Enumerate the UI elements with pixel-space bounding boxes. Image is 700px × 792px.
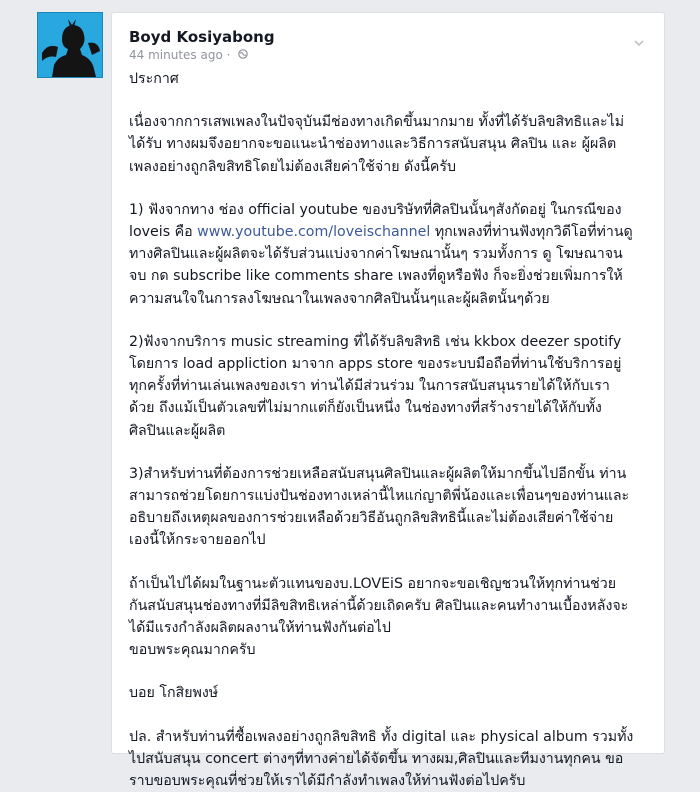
paragraph-line: 2)ฟังจากบริการ music streaming ที่ได้รับลิขสิทธิ เช่น kkbox deezer spotify (129, 333, 622, 350)
post-heading: ประกาศ (129, 71, 179, 87)
paragraph-line: ราบขอบพระคุณที่ช่วยให้เราได้มีกำลังทำเพลงให้ท่านฟังต่อไปครับ (129, 773, 526, 790)
post-timestamp[interactable]: 44 minutes ago (129, 48, 223, 62)
paragraph-intro (129, 111, 651, 178)
paragraph-line: ได้มีแรงกำลังผลิตผลงานให้ท่านฟังกันต่อไป (129, 620, 391, 637)
paragraph-line: เองนี้ให้กระจายออกไป (129, 532, 266, 549)
paragraph-youtube (129, 199, 651, 310)
text-fragment: loveis คือ (129, 224, 198, 241)
paragraph-line: ไปสนับสนุน concert ต่างๆที่ทางค่ายได้จัดขึ้น ทางผม,ศิลปินและทีมงานทุกคน ขอ (129, 750, 624, 767)
paragraph-line: อธิบายถึงเหตุผลของการช่วยเหลือด้วยวิธีอันถูกลิขสิทธินี้และไม่ต้องเสียค่าใช้จ่าย (129, 510, 614, 527)
paragraph-postscript (129, 726, 651, 792)
paragraph-streaming (129, 331, 651, 442)
post-card (111, 12, 665, 790)
paragraph-line: เนื่องจากการเสพเพลงในปัจจุบันมีช่องทางเกิดขึ้นมากมาย ทั้งที่ได้รับลิขสิทธิและไม่ (129, 114, 625, 131)
author-name[interactable]: Boyd Kosiyabong (129, 28, 275, 46)
chevron-down-icon[interactable] (634, 33, 644, 43)
post-meta (129, 48, 248, 62)
paragraph-line: 1) ฟังจากทาง ช่อง official youtube ของบริษัทที่ศิลปินนั้นๆสังกัดอยู่ ในกรณีของ (129, 201, 622, 218)
text-fragment: ทุกเพลงที่ท่านฟังทุกวิดีโอที่ท่านดู (430, 224, 633, 241)
paragraph-sharing (129, 463, 651, 552)
paragraph-line: ปล. สำหรับท่านที่ซื้อเพลงอย่างถูกลิขสิทธิ ทั้ง digital และ physical album รวมทั้ง (129, 728, 634, 745)
globe-icon (238, 48, 248, 62)
paragraph-line: กันสนับสนุนช่องทางที่มีลิขสิทธิเหล่านี้ด้วยเถิดครับ ศิลปินและคนทำงานเบื้องหลังจะ (129, 597, 629, 614)
paragraph-line: สามารถช่วยโดยการแบ่งปันช่องทางเหล่านี้ไหแก่ญาติพี่น้องและเพื่อนๆของท่านและ (129, 488, 630, 505)
paragraph-line: เพลงอย่างถูกลิขสิทธิโดยไม่ต้องเสียค่าใช้จ่าย ดังนี้ครับ (129, 158, 456, 175)
paragraph-line: จบ กด subscribe like comments share เพลงที่ดูหรือฟัง ก็จะยิ่งช่วยเพิ่มการให้ (129, 268, 623, 285)
paragraph-line: โดยการ load appliction มาจาก apps store ของระบบมือถือที่ท่านใช้บริการอยู่ (129, 356, 622, 373)
paragraph-line: ถ้าเป็นไปได้ผมในฐานะตัวแทนของบ.LOVEiS อยากจะขอเชิญชวนให้ทุกท่านช่วย (129, 575, 617, 592)
paragraph-line: ศิลปินและผู้ผลิต (129, 422, 226, 439)
post-body (129, 68, 651, 792)
signature: บอย โกสิยพงษ์ (129, 685, 219, 702)
paragraph-line: ได้รับ ทางผมจึงอยากจะขอแนะนำช่องทางและวิธีการสนับสนุน ศิลปิน และ ผู้ผลิต (129, 136, 617, 153)
paragraph-line: ด้วย ถึงแม้เป็นตัวเลขที่ไม่มากแต่ก็ยังเป็นหนึ่ง ในช่องทางที่สร้างรายได้ให้กับทั้ง (129, 400, 602, 417)
meta-separator: · (226, 48, 231, 62)
paragraph-line: 3)สำหรับท่านที่ต้องการช่วยเหลือสนับสนุนศิลปินและผู้ผลิตให้มากขึ้นไปอีกขั้น ท่าน (129, 465, 627, 482)
youtube-channel-link[interactable]: www.youtube.com/loveischannel (197, 224, 431, 241)
paragraph-line: ขอบพระคุณมากครับ (129, 642, 256, 659)
paragraph-line: ทุกครั้งที่ท่านเล่นเพลงของเรา ท่านได้มีส่วนร่วม ในการสนับสนุนรายได้ให้กับเรา (129, 378, 610, 395)
avatar-silhouette-icon (38, 13, 102, 77)
paragraph-line (129, 221, 651, 243)
paragraph-line: ทางศิลปินและผู้ผลิตจะได้รับส่วนแบ่งจากค่าโฆษณานั้นๆ รวมทั้งการ ดู โฆษณาจน (129, 246, 623, 263)
paragraph-line: ความสนใจในการลงโฆษณาในเพลงจากศิลปินนั้นๆและผู้ผลิตนั้นๆด้วย (129, 290, 550, 307)
author-avatar[interactable] (37, 12, 103, 78)
paragraph-invitation (129, 573, 651, 662)
